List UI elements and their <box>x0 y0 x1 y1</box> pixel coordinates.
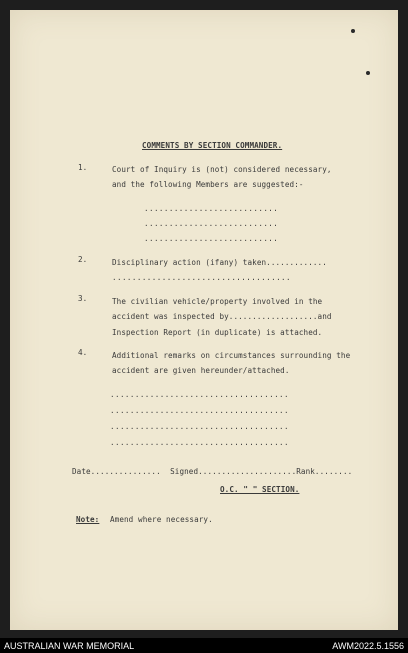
member-line: ........................... <box>144 234 279 243</box>
item-line: accident was inspected by...................and <box>112 312 332 321</box>
item-line: The civilian vehicle/property involved in the <box>112 297 323 306</box>
oc-section-line: O.C. " " SECTION. <box>220 485 300 494</box>
punch-hole <box>366 71 370 75</box>
remark-line: .................................... <box>110 406 289 415</box>
item-line: Additional remarks on circumstances surrounding the <box>112 351 351 360</box>
disciplinary-line: .................................... <box>112 273 291 282</box>
footer-institution: AUSTRALIAN WAR MEMORIAL <box>4 641 135 651</box>
item-line: Disciplinary action (ifany) taken............. <box>112 258 327 267</box>
signature-line: Date............... Signed.....................Rank........ <box>72 467 353 476</box>
footer-accession-number: AWM2022.5.1556 <box>332 641 404 651</box>
item-number: 3. <box>78 294 88 303</box>
document-page <box>10 10 398 630</box>
item-line: and the following Members are suggested:- <box>112 180 304 189</box>
document-heading: COMMENTS BY SECTION COMMANDER. <box>142 141 283 150</box>
remark-line: .................................... <box>110 422 289 431</box>
item-line: accident are given hereunder/attached. <box>112 366 290 375</box>
note-label: Note: <box>76 515 100 524</box>
item-number: 1. <box>78 163 88 172</box>
member-line: ........................... <box>144 204 279 213</box>
remark-line: .................................... <box>110 390 289 399</box>
remark-line: .................................... <box>110 438 289 447</box>
item-number: 2. <box>78 255 88 264</box>
member-line: ........................... <box>144 219 279 228</box>
item-line: Inspection Report (in duplicate) is attached. <box>112 328 323 337</box>
item-number: 4. <box>78 348 88 357</box>
footer-bar <box>0 638 408 653</box>
punch-hole <box>351 29 355 33</box>
item-line: Court of Inquiry is (not) considered necessary, <box>112 165 332 174</box>
note-text: Amend where necessary. <box>110 515 213 524</box>
